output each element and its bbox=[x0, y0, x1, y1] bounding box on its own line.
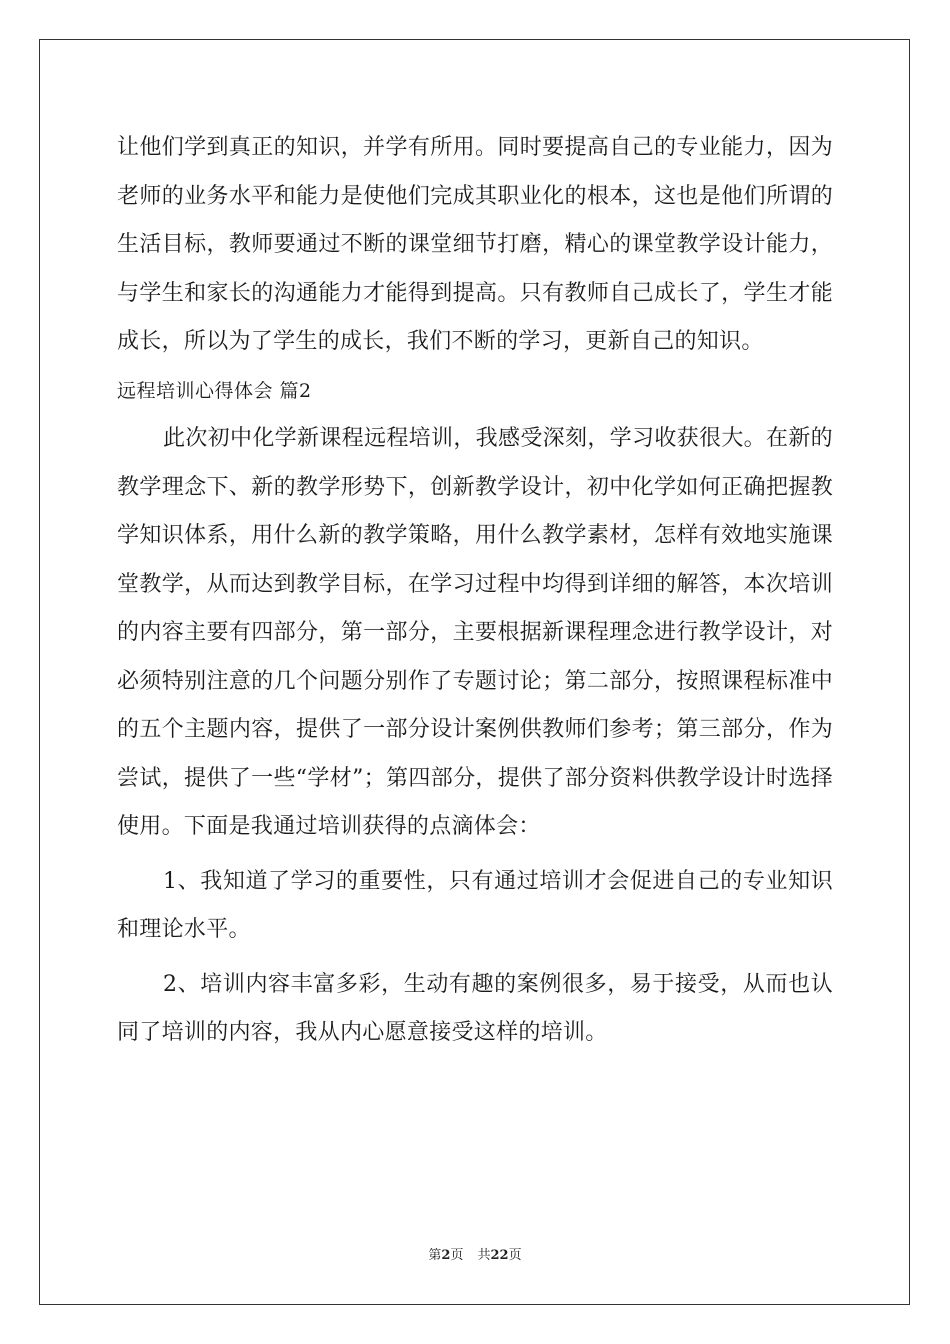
paragraph-point-1: 1、我知道了学习的重要性，只有通过培训才会促进自己的专业知识和理论水平。 bbox=[117, 868, 833, 942]
footer-total-prefix: 共 bbox=[477, 1248, 491, 1263]
footer-total-pages: 22 bbox=[490, 1248, 509, 1263]
continued-paragraph: 让他们学到真正的知识，并学有所用。同时要提高自己的专业能力，因为老师的业务水平和能力是使他们完成其职业化的根本，这也是他们所谓的生活目标，教师要通过不断的课堂细节打磨，精心的课堂教学设计能力，与学生和家长的沟通能力才能得到提高。只有教师自己成长了，学生才能成长，所以为了学生的成长，我们不断的学习，更新自己的知识。 bbox=[117, 135, 833, 354]
footer-page-suffix: 页 bbox=[450, 1248, 464, 1263]
footer-total-suffix: 页 bbox=[508, 1248, 522, 1263]
section-heading: 远程培训心得体会 篇2 bbox=[117, 379, 312, 402]
document-body bbox=[117, 124, 833, 1058]
page-footer bbox=[0, 1244, 950, 1263]
footer-page-prefix: 第 bbox=[428, 1248, 442, 1263]
paragraph-intro: 此次初中化学新课程远程培训，我感受深刻，学习收获很大。在新的教学理念下、新的教学形势下，创新教学设计，初中化学如何正确把握教学知识体系，用什么新的教学策略，用什么教学素材，怎样有效地实施课堂教学，从而达到教学目标，在学习过程中均得到详细的解答，本次培训的内容主要有四部分，第一部分，主要根据新课程理念进行教学设计，对必须特别注意的几个问题分别作了专题讨论；第二部分，按照课程标准中的五个主题内容，提供了一部分设计案例供教师们参考；第三部分，作为尝试，提供了一些“学材”；第四部分，提供了部分资料供教学设计时选择使用。下面是我通过培训获得的点滴体会： bbox=[117, 426, 833, 839]
paragraph-point-2: 2、培训内容丰富多彩，生动有趣的案例很多，易于接受，从而也认同了培训的内容，我从内心愿意接受这样的培训。 bbox=[117, 971, 833, 1045]
footer-page-number: 2 bbox=[441, 1248, 451, 1263]
